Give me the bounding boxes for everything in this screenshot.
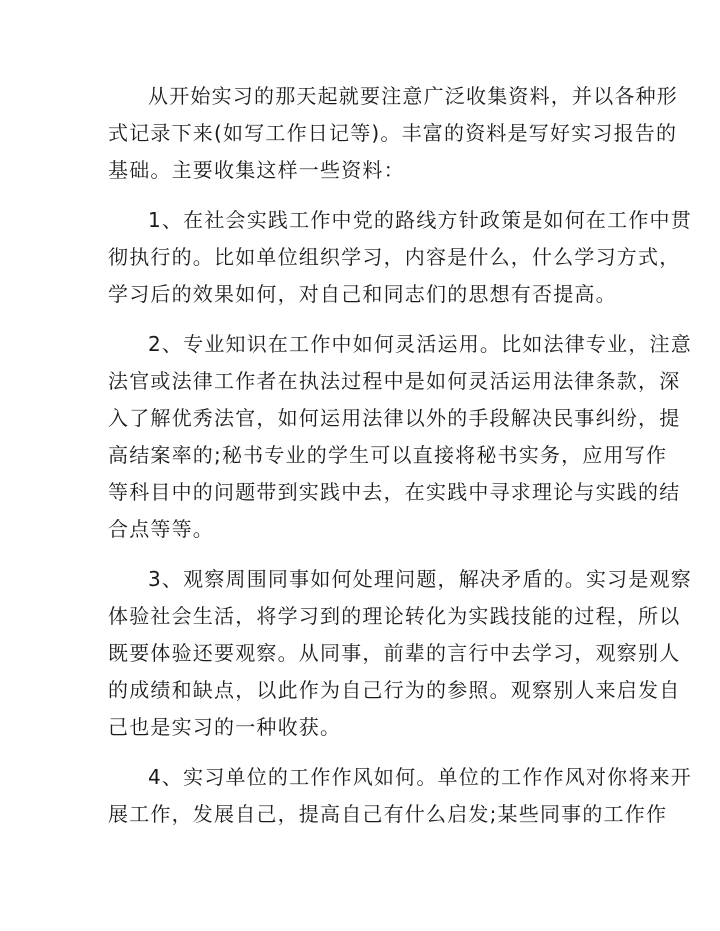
- text-line: 入了解优秀法官，如何运用法律以外的手段解决民事纠纷，提: [108, 406, 681, 430]
- text-line: 合点等等。: [108, 517, 214, 541]
- text-line: 基础。主要收集这样一些资料：: [108, 158, 405, 182]
- document-body: [108, 78, 692, 833]
- text-line: 彻执行的。比如单位组织学习，内容是什么，什么学习方式，: [108, 245, 681, 269]
- text-line: 4、实习单位的工作作风如何。单位的工作作风对你将来开: [148, 765, 692, 789]
- text-line: 1、在社会实践工作中党的路线方针政策是如何在工作中贯: [148, 208, 692, 232]
- paragraph-intro: [108, 78, 678, 189]
- text-line: 2、专业知识在工作中如何灵活运用。比如法律专业，注意: [148, 332, 692, 356]
- text-line: 学习后的效果如何，对自己和同志们的思想有否提高。: [108, 282, 617, 306]
- text-line: 等科目中的问题带到实践中去，在实践中寻求理论与实践的结: [108, 480, 681, 504]
- text-line: 高结案率的;秘书专业的学生可以直接将秘书实务，应用写作: [108, 443, 668, 467]
- paragraph-item-3: [108, 561, 692, 746]
- text-line: 法官或法律工作者在执法过程中是如何灵活运用法律条款，深: [108, 369, 681, 393]
- text-line: 展工作，发展自己，提高自己有什么启发;某些同事的工作作: [108, 802, 668, 826]
- text-line: 的成绩和缺点，以此作为自己行为的参照。观察别人来启发自: [108, 678, 681, 702]
- text-line: 从开始实习的那天起就要注意广泛收集资料，并以各种形: [148, 84, 678, 108]
- text-line: 己也是实习的一种收获。: [108, 715, 342, 739]
- text-line: 3、观察周围同事如何处理问题，解决矛盾的。实习是观察: [148, 567, 692, 591]
- text-line: 体验社会生活，将学习到的理论转化为实践技能的过程，所以: [108, 604, 681, 628]
- paragraph-item-1: [108, 202, 692, 313]
- paragraph-item-2: [108, 326, 692, 548]
- text-line: 既要体验还要观察。从同事，前辈的言行中去学习，观察别人: [108, 641, 681, 665]
- text-line: 式记录下来(如写工作日记等)。丰富的资料是写好实习报告的: [108, 121, 678, 145]
- paragraph-item-4: [108, 759, 692, 833]
